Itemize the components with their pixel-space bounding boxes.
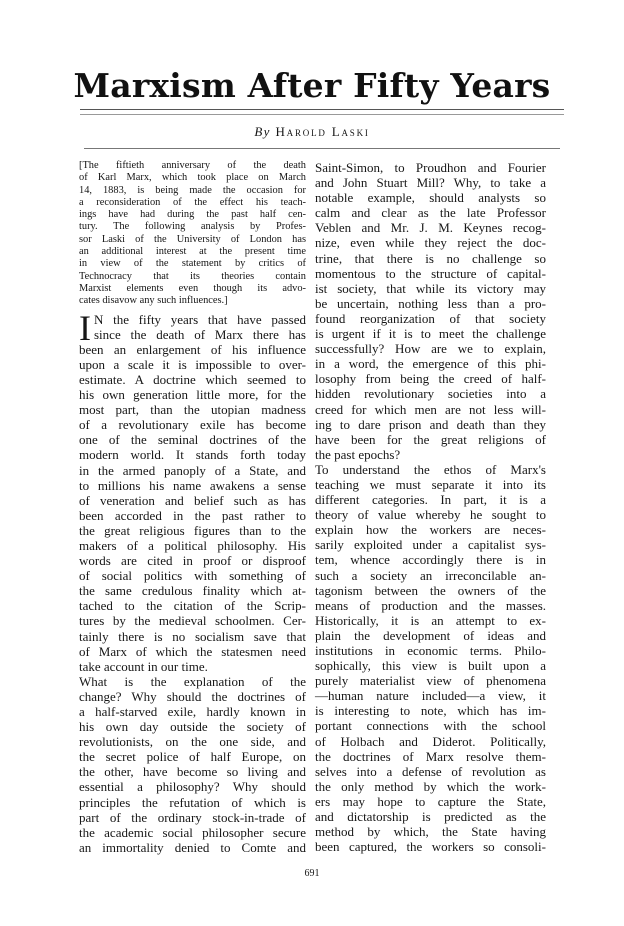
text-line: found reorganization of that society <box>315 310 546 326</box>
editor-note-line: of Karl Marx, which took place on March <box>79 172 306 184</box>
editor-note-line: cates disavow any such influences.] <box>79 295 228 307</box>
editor-note-line: in view of the statement by critics of <box>79 258 306 270</box>
text-line: tem, whence accordingly there is in <box>315 552 546 568</box>
text-line: makers of a political philosophy. His <box>79 537 306 553</box>
article-title: Marxism After Fifty Years <box>73 66 551 105</box>
text-line: notable example, should analysts so <box>315 190 546 206</box>
text-line: revolutionists, on the one side, and <box>79 734 306 750</box>
text-line: words are cited in proof or disproof <box>79 553 306 569</box>
text-line: change? Why should the doctrines of <box>79 688 306 704</box>
byline-rule <box>84 148 560 149</box>
editor-note-line: [The fiftieth anniversary of the death <box>79 160 306 171</box>
text-line: have been for the great religions of <box>315 431 546 447</box>
text-line: a half-starved exile, hardly known in <box>79 704 306 719</box>
text-line: hidden revolutionary societies into a <box>315 386 546 402</box>
text-line: most part, than the utopian madness <box>79 402 306 418</box>
text-line: ist society, that while its victory may <box>315 280 546 296</box>
text-line: and John Stuart Mill? Why, to take a <box>315 175 546 191</box>
text-line: Saint-Simon, to Proudhon and Fourier <box>315 160 546 175</box>
text-line: different categories. In part, it is a <box>315 492 546 508</box>
text-line: the past epochs? <box>315 446 401 462</box>
drop-cap: I <box>79 307 91 348</box>
text-line: nize, even while they reject the doc- <box>315 235 546 251</box>
text-line: of a revolutionary exile has become <box>79 417 306 433</box>
text-line: tures by the medieval schoolmen. Cer- <box>79 613 306 629</box>
editor-note-line: an additional interest at the present time <box>79 246 306 258</box>
text-line: selves into a defense of revolution as <box>315 763 546 779</box>
text-line: calm and clear as the late Professor <box>315 205 546 221</box>
text-line: the same credulous finality which at- <box>79 583 306 599</box>
text-line: essential a philosophy? Why should <box>79 779 306 795</box>
text-line: be uncertain, nothing less than a pro- <box>315 295 546 311</box>
text-line: upon a scale it is impossible to over- <box>79 356 306 372</box>
text-line: the doctrines of Marx resolve them- <box>315 748 546 764</box>
text-line: the only method by which the work- <box>315 778 546 794</box>
text-line: ing to dare prison and death than they <box>315 416 546 432</box>
text-line: modern world. It stands forth today <box>79 447 306 463</box>
byline-prefix: By <box>254 124 271 139</box>
text-line: teaching we must separate it into its <box>315 476 546 492</box>
text-line: explain how the workers are neces- <box>315 522 546 538</box>
text-line: What is the explanation of the <box>79 673 306 689</box>
text-line: sarily exploited under a capitalist sys- <box>315 537 546 553</box>
text-line: ers may hope to capture the State, <box>315 793 546 809</box>
editor-note-line: tury. The following analysis by Profes- <box>79 221 306 233</box>
left-column <box>79 160 306 855</box>
text-line: been an enlargement of his influence <box>79 341 306 357</box>
text-line-content: since the death of Marx there has <box>94 326 306 342</box>
text-line: estimate. A doctrine which seemed to <box>79 371 306 387</box>
text-line: an immortality denied to Comte and <box>79 839 306 855</box>
text-line: Historically, it is an attempt to ex- <box>315 612 546 628</box>
text-line: means of production and the masses. <box>315 597 546 613</box>
text-line: his own day outside the society of <box>79 719 306 735</box>
text-line: the academic social philosopher secure <box>79 824 306 840</box>
editor-note-line: Technocracy that its theories contain <box>79 270 306 282</box>
text-line: tagonism between the owners of the <box>315 582 546 598</box>
text-line: is interesting to note, which has im- <box>315 703 546 719</box>
right-column <box>315 160 546 854</box>
text-line: creed for which men are not less will- <box>315 401 546 417</box>
text-line <box>79 327 306 342</box>
text-line: of social politics with something of <box>79 568 306 584</box>
text-line: in a word, the emergence of this phi- <box>315 356 546 372</box>
text-line: one of the seminal doctrines of the <box>79 432 306 448</box>
text-line: plain the development of ideas and <box>315 627 546 643</box>
text-line: portant connections with the school <box>315 718 546 734</box>
text-line: sophically, this view is built upon a <box>315 658 546 674</box>
text-line: method by which, the State having <box>315 824 546 840</box>
editor-note-line: a reconsideration of the effect his teach- <box>79 196 306 208</box>
text-line: is urgent if it is to meet the challenge <box>315 326 546 342</box>
editor-note-line: sor Laski of the University of London has <box>79 233 306 245</box>
text-line: institutions in economic terms. Philo- <box>315 643 546 658</box>
right-column-body <box>315 160 546 854</box>
text-line: the secret police of half Europe, on <box>79 749 306 765</box>
text-line: To understand the ethos of Marx's <box>315 461 546 477</box>
text-line-content: N the fifty years that have passed <box>94 311 306 327</box>
text-line: —human nature included—a view, it <box>315 688 546 704</box>
text-line: tached to the citation of the Scrip- <box>79 598 306 614</box>
text-line: Veblen and Mr. J. M. Keynes recog- <box>315 220 546 236</box>
editor-note-line: ings have had during the past half cen- <box>79 209 306 221</box>
text-line: losophy from being the creed of half- <box>315 371 546 387</box>
text-line: take account in our time. <box>79 658 208 674</box>
text-line: tainly there is no socialism save that <box>79 628 306 644</box>
title-rule <box>80 109 564 110</box>
text-line: of Marx of which the statesmen need <box>79 643 306 659</box>
page-number: 691 <box>304 868 320 879</box>
text-line: the other, have become so living and <box>79 764 306 780</box>
editor-note <box>79 160 306 308</box>
text-line: been accorded in the past rather to <box>79 507 306 523</box>
text-line: part of the ordinary stock-in-trade of <box>79 809 306 825</box>
text-line: the great religious figures than to the <box>79 522 306 538</box>
text-line: momentous to the structure of capital- <box>315 265 546 281</box>
text-line: his own generation little more, for the <box>79 387 306 403</box>
title-rule-secondary <box>80 114 564 115</box>
opening-paragraph <box>79 307 306 348</box>
byline <box>0 124 624 140</box>
text-line: of Holbach and Diderot. Politically, <box>315 733 546 749</box>
text-line: of veneration and belief such as has <box>79 492 306 508</box>
text-line: and dictatorship is predicted as the <box>315 809 546 825</box>
editor-note-line: Marxist elements even though its advo- <box>79 282 306 294</box>
text-line: such a society an irreconcilable an- <box>315 567 546 583</box>
text-line: to millions his name awakens a sense <box>79 477 306 493</box>
text-line: been captured, the workers so consoli- <box>315 839 546 855</box>
left-column-body <box>79 342 306 855</box>
text-line: principles the refutation of which is <box>79 794 306 810</box>
author-name: Harold Laski <box>275 124 370 139</box>
text-line: theory of value whereby he sought to <box>315 507 546 523</box>
text-line: trine, that there is no challenge so <box>315 250 546 266</box>
editor-note-line: 14, 1883, is being made the occasion for <box>79 184 306 196</box>
text-line: purely materialist view of phenomena <box>315 673 546 689</box>
text-line: in the armed panoply of a State, and <box>79 462 306 478</box>
text-line: successfully? How are we to explain, <box>315 341 546 357</box>
